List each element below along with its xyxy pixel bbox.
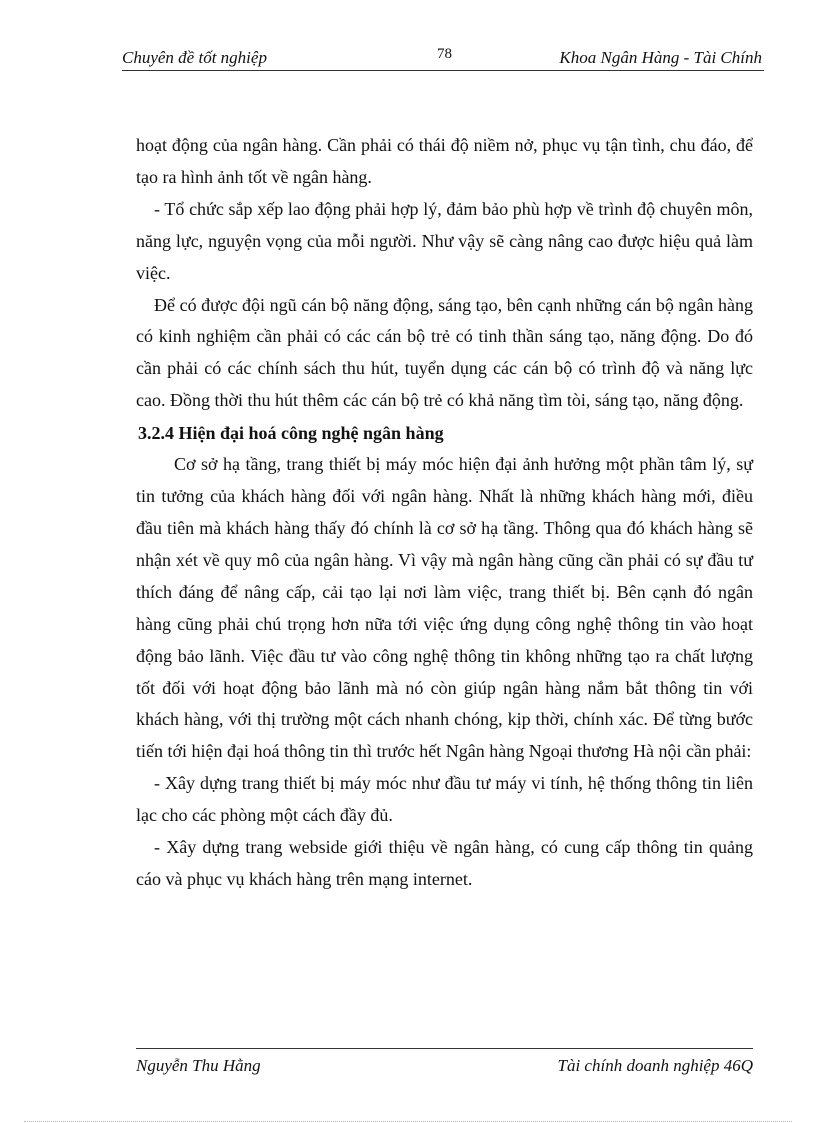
paragraph-staff-team: Để có được đội ngũ cán bộ năng động, sáng tạo, bên cạnh những cán bộ ngân hàng có kinh nghiệm cần phải có các cán bộ trẻ có tinh thần sáng tạo, năng động. Do đó cần phải có các chính sách thu hút, tuyển dụng các cán bộ có trình độ và năng lực cao. Đồng thời thu hút thêm các cán bộ trẻ có khả năng tìm tòi, sáng tạo, năng động. [136, 294, 753, 411]
paragraph-bullet-staffing: - Tổ chức sắp xếp lao động phải hợp lý, đảm bảo phù hợp về trình độ chuyên môn, năng lực, nguyện vọng của mỗi người. Như vậy sẽ càng nâng cao được hiệu quả làm việc. [136, 198, 753, 283]
header-document-type: Chuyên đề tốt nghiệp [122, 48, 267, 67]
page-body [136, 130, 753, 896]
page-bottom-edge [24, 1121, 792, 1122]
section-heading: 3.2.4 Hiện đại hoá công nghệ ngân hàng [138, 423, 444, 444]
footer-author: Nguyễn Thu Hằng [136, 1056, 261, 1075]
paragraph-bullet-equipment: - Xây dựng trang thiết bị máy móc như đầu tư máy vi tính, hệ thống thông tin liên lạc cho các phòng một cách đầy đủ. [136, 773, 753, 826]
page-number: 78 [437, 46, 452, 62]
paragraph-continuation: hoạt động của ngân hàng. Cần phải có thái độ niềm nở, phục vụ tận tình, chu đáo, để tạo ra hình ảnh tốt về ngân hàng. [136, 135, 753, 187]
page-header [122, 46, 764, 71]
page-footer [136, 1048, 753, 1075]
paragraph-infrastructure: Cơ sở hạ tầng, trang thiết bị máy móc hiện đại ảnh hưởng một phần tâm lý, sự tin tưởng của khách hàng đối với ngân hàng. Nhất là những khách hàng mới, điều đầu tiên mà khách hàng thấy đó chính là cơ sở hạ tầng. Thông qua đó khách hàng sẽ nhận xét về quy mô của ngân hàng. Vì vậy mà ngân hàng cũng cần phải có sự đầu tư thích đáng để nâng cấp, cải tạo lại nơi làm việc, trang thiết bị. Bên cạnh đó ngân hàng cũng phải chú trọng hơn nữa tới việc ứng dụng công nghệ thông tin vào hoạt động bảo lãnh. Việc đầu tư vào công nghệ thông tin không những tạo ra chất lượng tốt đối với hoạt động bảo lãnh mà nó còn giúp ngân hàng nắm bắt thông tin với khách hàng, với thị trường một cách nhanh chóng, kịp thời, chính xác. Để từng bước tiến tới hiện đại hoá thông tin thì trước hết Ngân hàng Ngoại thương Hà nội cần phải: [136, 454, 753, 762]
header-faculty: Khoa Ngân Hàng - Tài Chính [559, 48, 762, 67]
footer-class: Tài chính doanh nghiệp 46Q [557, 1056, 753, 1075]
paragraph-bullet-website: - Xây dựng trang webside giới thiệu về ngân hàng, có cung cấp thông tin quảng cáo và phục vụ khách hàng trên mạng internet. [136, 837, 753, 889]
